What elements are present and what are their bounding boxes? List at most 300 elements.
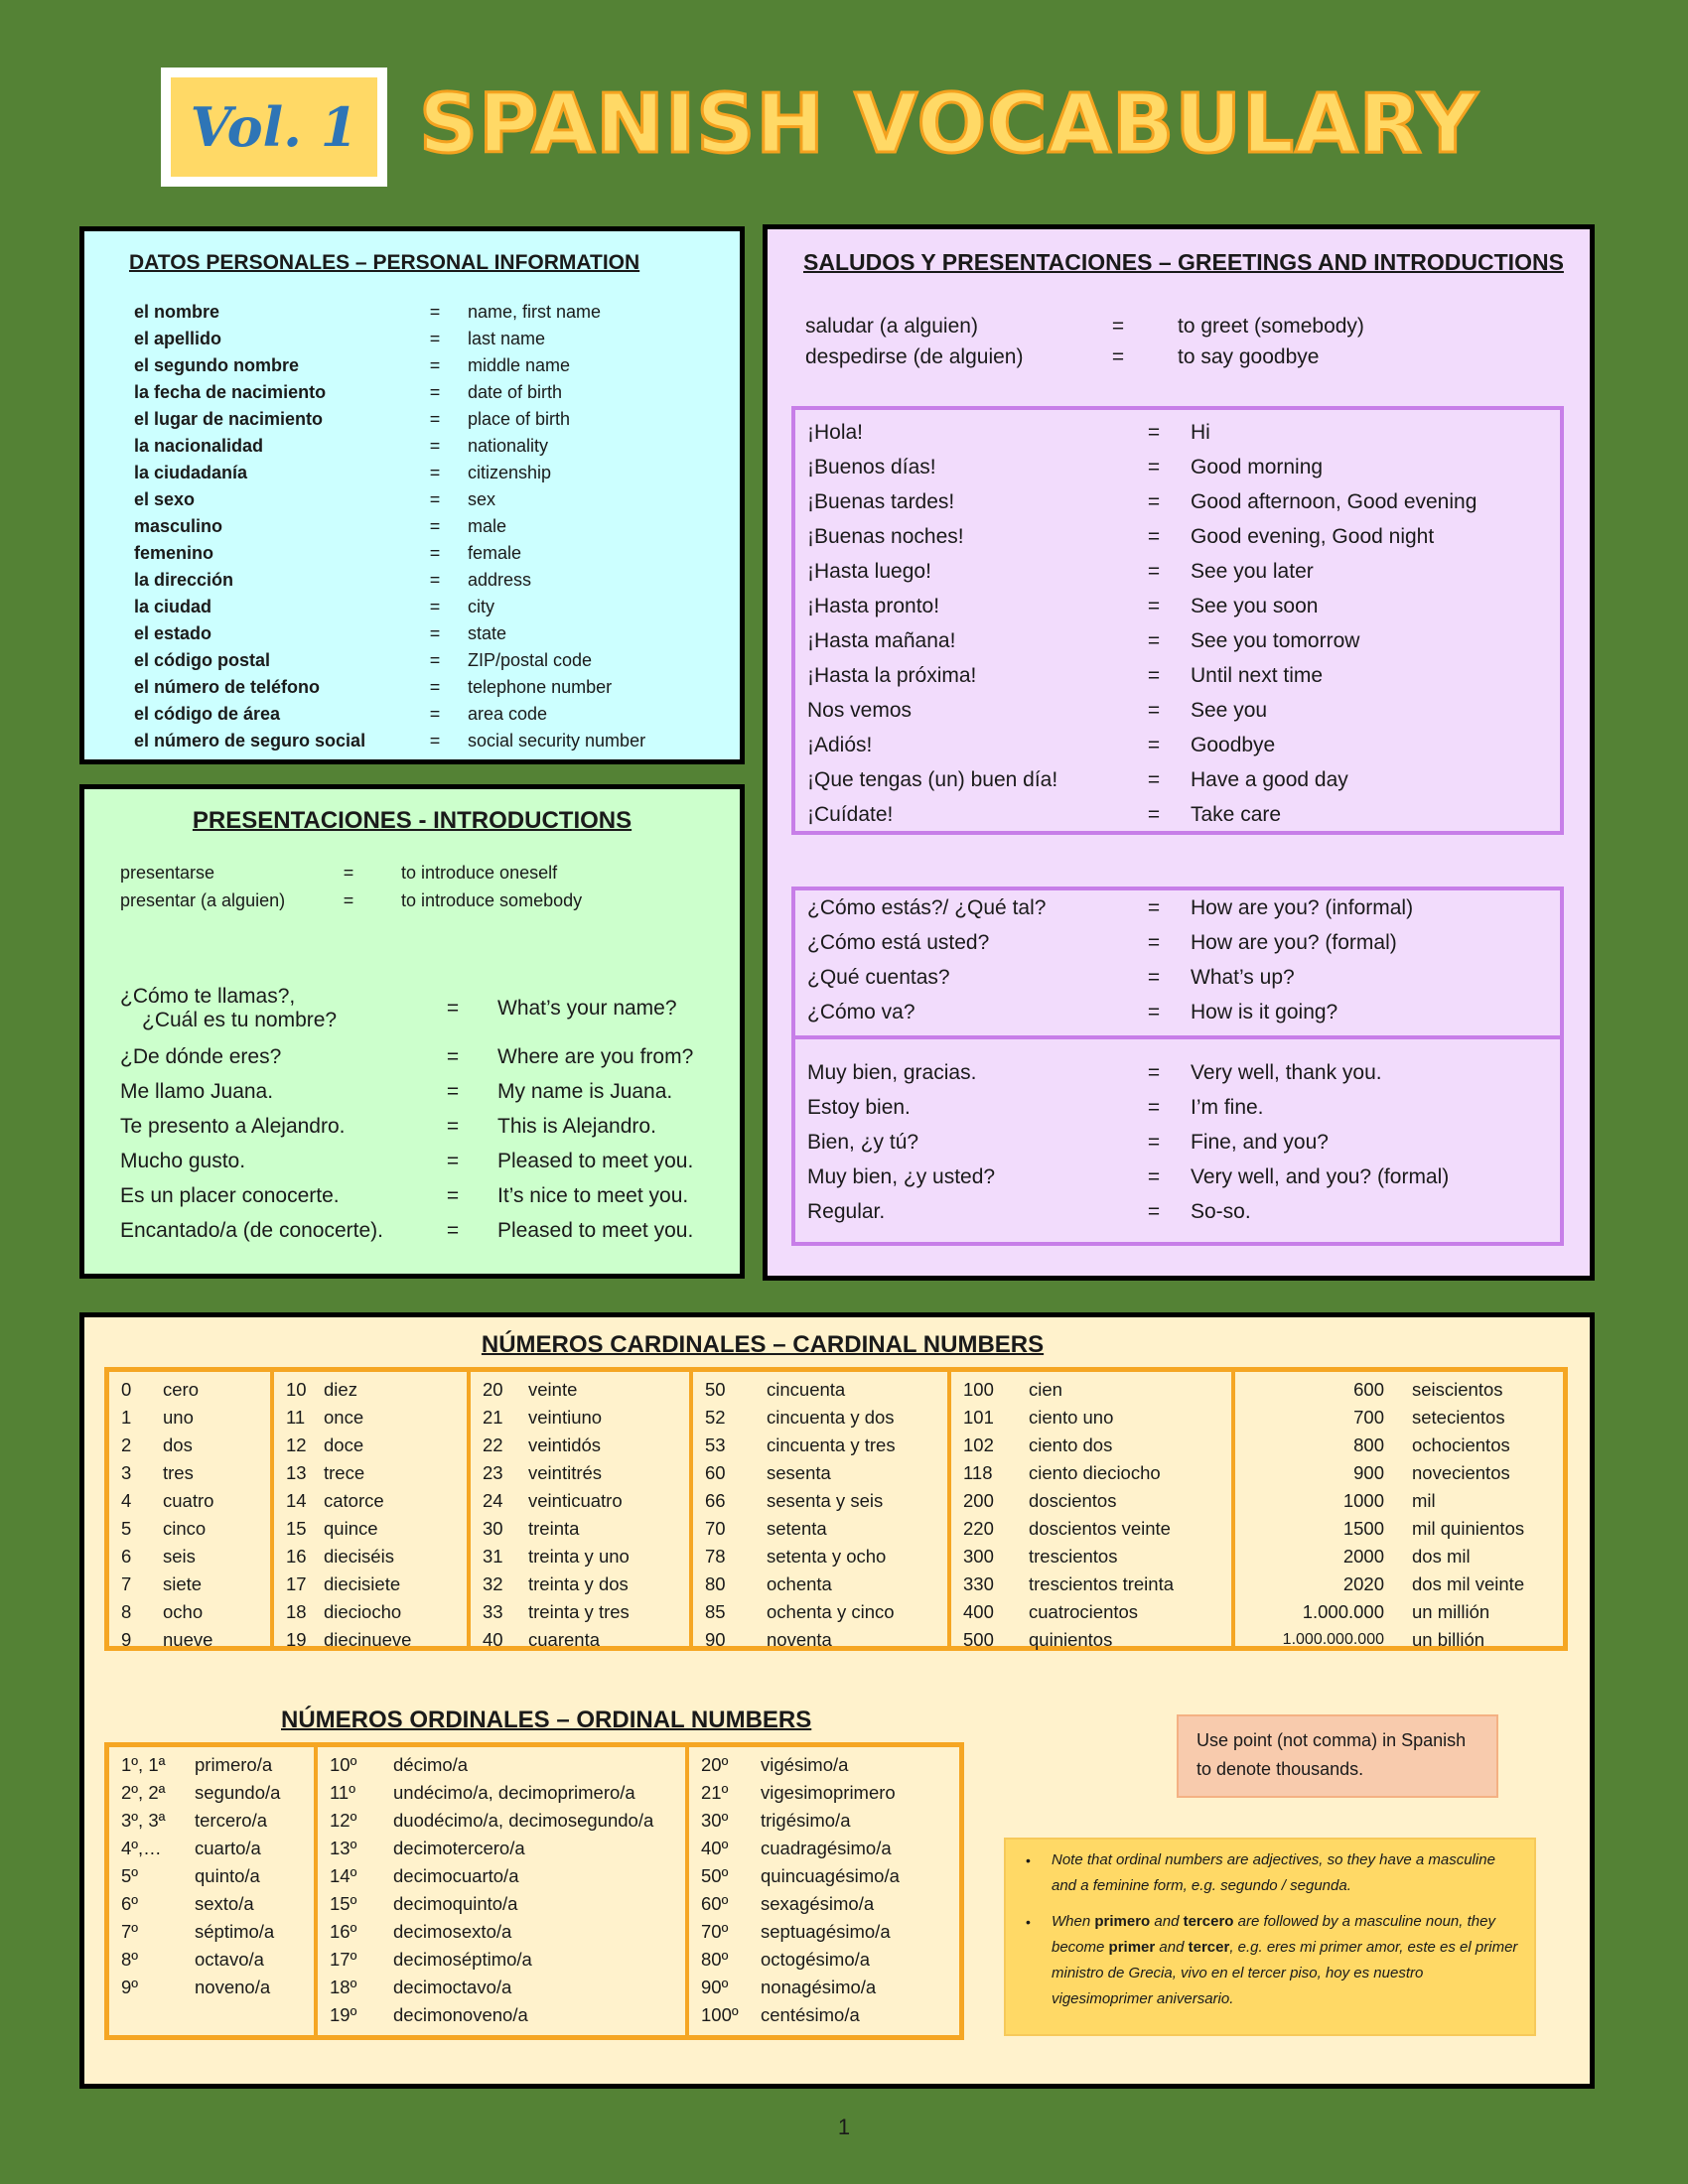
equals-sign: = (1147, 733, 1161, 756)
equals-sign: = (1147, 628, 1161, 652)
term-es: ¡Hasta luego! (807, 559, 931, 583)
number-column (1235, 1372, 1563, 1650)
number-word: ochocientos (1412, 1434, 1510, 1455)
note-text: When primero and tercero are followed by a masculine noun, they become primer and tercer, e.g. eres mi primer amor, este es el primer ministro de Grecia, vivo en el tercer piso, hoy es nuestro vigesimoprimer aniversario. (1052, 1913, 1518, 2007)
term-es: Muy bien, gracias. (807, 1060, 977, 1084)
number-word: cuatrocientos (1029, 1601, 1139, 1622)
table-row (109, 1459, 270, 1487)
number-word: vigesimoprimero (761, 1782, 896, 1803)
volume-label: Vol. 1 (171, 77, 377, 177)
table-row (109, 1376, 270, 1404)
number: 40º (701, 1838, 729, 1858)
number-word: un billión (1412, 1629, 1485, 1650)
term-en: Pleased to meet you. (497, 1149, 694, 1172)
number-word: veintidós (528, 1434, 602, 1455)
table-row (274, 1487, 467, 1515)
number: 9º (121, 1977, 139, 1997)
term-en: state (468, 623, 507, 643)
number-word: dieciséis (324, 1546, 394, 1567)
number-column (693, 1372, 951, 1650)
equals-sign: = (429, 409, 441, 429)
term-en: telephone number (468, 677, 613, 697)
term-es: el estado (134, 623, 212, 643)
number-word: trescientos (1029, 1546, 1118, 1567)
term-es: ¡Adiós! (807, 733, 873, 756)
introductions-title: PRESENTACIONES - INTRODUCTIONS (192, 807, 633, 834)
term-es: Muy bien, ¿y usted? (807, 1164, 996, 1188)
term-es: el lugar de nacimiento (134, 409, 324, 429)
number: 14º (330, 1865, 357, 1886)
table-row (471, 1515, 689, 1543)
number: 102 (963, 1434, 994, 1455)
term-en: Good evening, Good night (1191, 524, 1435, 548)
number-word: trigésimo/a (761, 1810, 851, 1831)
table-row (318, 1946, 685, 1974)
number: 7º (121, 1921, 139, 1942)
introductions-phrases (120, 978, 693, 1248)
term-es: el sexo (134, 489, 196, 509)
phrase-es: ¿Cómo te llamas?, (120, 985, 296, 1008)
number-word: decimoséptimo/a (393, 1949, 532, 1970)
number: 2000 (1342, 1546, 1384, 1567)
number: 53 (705, 1434, 726, 1455)
term-es: ¡Buenas noches! (807, 524, 964, 548)
table-row (109, 1918, 314, 1946)
table-row (1235, 1376, 1563, 1404)
number: 60 (705, 1462, 726, 1483)
term-es: ¿Qué cuentas? (807, 965, 950, 989)
number-word: noventa (767, 1629, 832, 1650)
term-es: Encantado/a (de conocerte). (120, 1218, 384, 1242)
number-word: dieciocho (324, 1601, 402, 1622)
list-item (134, 486, 645, 513)
table-row (689, 1918, 959, 1946)
ordinal-notes (1004, 1838, 1536, 2036)
equals-sign: = (1147, 559, 1161, 583)
number-word: dos mil veinte (1412, 1573, 1525, 1594)
term-es: presentar (a alguien) (120, 889, 286, 910)
list-item (795, 797, 1560, 832)
number-word: catorce (324, 1490, 384, 1511)
term-es: ¡Que tengas (un) buen día! (807, 767, 1058, 791)
number: 12º (330, 1810, 357, 1831)
term-en: Very well, and you? (formal) (1191, 1164, 1450, 1188)
table-row (318, 1835, 685, 1862)
list-item (134, 326, 645, 352)
term-en: name, first name (468, 302, 602, 322)
term-es: saludar (a alguien) (805, 314, 978, 338)
equals-sign: = (429, 489, 441, 509)
list-item (134, 674, 645, 701)
table-row (689, 2001, 959, 2029)
number: 600 (1353, 1379, 1384, 1400)
how-are-you-questions (795, 890, 1560, 1029)
term-es: masculino (134, 516, 223, 536)
equals-sign: = (446, 1114, 460, 1138)
table-row (693, 1376, 947, 1404)
equals-sign: = (429, 355, 441, 375)
table-row (318, 1974, 685, 2001)
equals-sign: = (1147, 1199, 1161, 1223)
equals-sign: = (1111, 314, 1125, 338)
term-en: My name is Juana. (497, 1079, 673, 1103)
number-column (689, 1747, 959, 2035)
number: 400 (963, 1601, 994, 1622)
equals-sign: = (429, 597, 441, 616)
table-row (693, 1626, 947, 1654)
number-word: octavo/a (195, 1949, 264, 1970)
term-en: See you soon (1191, 594, 1319, 617)
number: 1º, 1ª (121, 1754, 166, 1775)
list-item (795, 1194, 1560, 1229)
list-item (134, 460, 645, 486)
number-word: veinte (528, 1379, 578, 1400)
equals-sign: = (429, 623, 441, 643)
table-row (109, 1862, 314, 1890)
table-row (471, 1432, 689, 1459)
number-word: setenta (767, 1518, 827, 1539)
term-es: despedirse (de alguien) (805, 344, 1024, 368)
table-row (689, 1862, 959, 1890)
personal-info-list (134, 299, 645, 754)
number-word: septuagésimo/a (761, 1921, 891, 1942)
number: 300 (963, 1546, 994, 1567)
term-es: Estoy bien. (807, 1095, 911, 1119)
list-item (120, 859, 582, 887)
table-row (274, 1543, 467, 1570)
number-word: diecinueve (324, 1629, 412, 1650)
table-row (1235, 1598, 1563, 1626)
number-word: ciento dieciocho (1029, 1462, 1161, 1483)
greetings-panel (763, 224, 1595, 1281)
equals-sign: = (429, 570, 441, 590)
table-row (471, 1626, 689, 1654)
number: 20 (483, 1379, 503, 1400)
table-row (109, 1515, 270, 1543)
number: 85 (705, 1601, 726, 1622)
number: 2020 (1342, 1573, 1384, 1594)
list-item (134, 594, 645, 620)
number-word: centésimo/a (761, 2004, 860, 2025)
number: 10 (286, 1379, 307, 1400)
table-row (274, 1404, 467, 1432)
number: 0 (121, 1379, 132, 1400)
term-es: ¿Cómo está usted? (807, 930, 990, 954)
number: 22 (483, 1434, 503, 1455)
number-word: treinta y tres (528, 1601, 630, 1622)
number-word: decimonoveno/a (393, 2004, 528, 2025)
table-row (689, 1779, 959, 1807)
ordinal-title: NÚMEROS ORDINALES – ORDINAL NUMBERS (281, 1706, 812, 1733)
number-word: quinientos (1029, 1629, 1113, 1650)
term-en: Until next time (1191, 663, 1324, 687)
term-en: I’m fine. (1191, 1095, 1264, 1119)
term-es: ¡Hasta la próxima! (807, 663, 977, 687)
number-word: un millión (1412, 1601, 1490, 1622)
number: 24 (483, 1490, 503, 1511)
table-row (689, 1974, 959, 2001)
equals-sign: = (1147, 930, 1161, 954)
number-word: nueve (163, 1629, 213, 1650)
table-row (951, 1487, 1231, 1515)
number-word: vigésimo/a (761, 1754, 849, 1775)
list-item (795, 925, 1560, 960)
equals-sign: = (1147, 1060, 1161, 1084)
number-word: decimotercero/a (393, 1838, 525, 1858)
bullet-icon: • (1026, 1852, 1031, 1868)
number: 200 (963, 1490, 994, 1511)
list-item (795, 1090, 1560, 1125)
number: 30º (701, 1810, 729, 1831)
term-en: It’s nice to meet you. (497, 1183, 689, 1207)
number-column (951, 1372, 1235, 1650)
table-row (1235, 1543, 1563, 1570)
number-word: cien (1029, 1379, 1062, 1400)
table-row (471, 1376, 689, 1404)
equals-sign: = (1147, 1130, 1161, 1154)
term-es: Mucho gusto. (120, 1149, 246, 1172)
number-word: setecientos (1412, 1407, 1505, 1428)
term-en: See you later (1191, 559, 1314, 583)
number: 3 (121, 1462, 132, 1483)
number-word: cuarenta (528, 1629, 600, 1650)
number-word: decimosexto/a (393, 1921, 512, 1942)
number: 4º,… (121, 1838, 162, 1858)
term-en: What’s up? (1191, 965, 1295, 989)
table-row (951, 1404, 1231, 1432)
term-es: el número de teléfono (134, 677, 321, 697)
term-en: place of birth (468, 409, 571, 429)
list-item (795, 693, 1560, 728)
term-es: el código de área (134, 704, 281, 724)
list-item (120, 1213, 693, 1248)
equals-sign: = (446, 1079, 460, 1103)
term-es: ¡Cuídate! (807, 802, 894, 826)
number-word: ciento dos (1029, 1434, 1113, 1455)
number: 9 (121, 1629, 132, 1650)
table-row (693, 1432, 947, 1459)
number-word: primero/a (195, 1754, 273, 1775)
equals-sign: = (429, 436, 441, 456)
bullet-icon: • (1026, 1914, 1031, 1930)
number: 8 (121, 1601, 132, 1622)
number-word: veintitrés (528, 1462, 603, 1483)
list-item (120, 1074, 693, 1109)
equals-sign: = (1147, 489, 1161, 513)
number-word: doscientos veinte (1029, 1518, 1171, 1539)
table-row (1235, 1570, 1563, 1598)
table-row (471, 1543, 689, 1570)
table-row (693, 1543, 947, 1570)
number-word: sesenta y seis (767, 1490, 884, 1511)
table-row (318, 1890, 685, 1918)
equals-sign: = (1147, 698, 1161, 722)
table-row (109, 1487, 270, 1515)
number-column (274, 1372, 471, 1650)
greetings-verbs (805, 311, 1364, 372)
number-word: once (324, 1407, 364, 1428)
equals-sign: = (446, 1183, 460, 1207)
table-row (1235, 1626, 1563, 1654)
number: 90º (701, 1977, 729, 1997)
number-word: undécimo/a, decimoprimero/a (393, 1782, 635, 1803)
number-word: duodécimo/a, decimosegundo/a (393, 1810, 654, 1831)
equals-sign: = (429, 516, 441, 536)
number-word: sexto/a (195, 1893, 254, 1914)
greetings-box (791, 406, 1564, 835)
term-en: social security number (468, 731, 646, 751)
number-word: diecisiete (324, 1573, 401, 1594)
number: 33 (483, 1601, 503, 1622)
equals-sign: = (446, 1149, 460, 1172)
list-item (134, 647, 645, 674)
introductions-panel (79, 784, 745, 1279)
table-row (689, 1751, 959, 1779)
number-word: siete (163, 1573, 203, 1594)
term-es: ¿De dónde eres? (120, 1044, 282, 1068)
table-row (693, 1570, 947, 1598)
term-en: How are you? (formal) (1191, 930, 1397, 954)
divider (795, 1035, 1560, 1039)
list-item (795, 415, 1560, 450)
number-word: décimo/a (393, 1754, 469, 1775)
greetings-title: SALUDOS Y PRESENTACIONES – GREETINGS AND INTRODUCTIONS (803, 249, 1564, 275)
table-row (318, 1918, 685, 1946)
term-en: date of birth (468, 382, 563, 402)
number: 5 (121, 1518, 132, 1539)
list-item (795, 728, 1560, 762)
number: 4 (121, 1490, 132, 1511)
list-item (795, 623, 1560, 658)
number: 70 (705, 1518, 726, 1539)
table-row (951, 1626, 1231, 1654)
number-word: setenta y ocho (767, 1546, 887, 1567)
list-item (795, 960, 1560, 995)
number-word: cincuenta y tres (767, 1434, 896, 1455)
number: 18 (286, 1601, 307, 1622)
equals-sign: = (429, 302, 441, 322)
number: 100º (701, 2004, 739, 2025)
list-item (134, 406, 645, 433)
number: 21º (701, 1782, 729, 1803)
term-es: ¡Hasta mañana! (807, 628, 956, 652)
number-word: segundo/a (195, 1782, 281, 1803)
list-item (795, 1055, 1560, 1090)
number-column (109, 1747, 318, 2035)
number-word: sesenta (767, 1462, 831, 1483)
number: 14 (286, 1490, 307, 1511)
number-word: tres (163, 1462, 194, 1483)
number: 220 (963, 1518, 994, 1539)
equals-sign: = (1147, 663, 1161, 687)
number: 500 (963, 1629, 994, 1650)
number: 1.000.000.000 (1282, 1631, 1384, 1648)
equals-sign: = (446, 997, 460, 1020)
number: 330 (963, 1573, 994, 1594)
equals-sign: = (1147, 1000, 1161, 1024)
number-word: doce (324, 1434, 364, 1455)
equals-sign: = (429, 677, 441, 697)
table-row (109, 1404, 270, 1432)
number: 90 (705, 1629, 726, 1650)
list-item (134, 299, 645, 326)
table-row (951, 1376, 1231, 1404)
table-row (1235, 1459, 1563, 1487)
term-en: middle name (468, 355, 571, 375)
number: 50º (701, 1865, 729, 1886)
number: 900 (1353, 1462, 1384, 1483)
number-word: tercero/a (195, 1810, 268, 1831)
list-item (120, 978, 693, 1039)
list-item (1026, 1847, 1518, 1899)
term-en: nationality (468, 436, 549, 456)
list-item (120, 887, 582, 914)
number-column (318, 1747, 689, 2035)
term-en: Good morning (1191, 455, 1324, 478)
table-row (109, 1974, 314, 2001)
table-row (274, 1459, 467, 1487)
table-row (274, 1432, 467, 1459)
number-column (471, 1372, 693, 1650)
equals-sign: = (429, 650, 441, 670)
list-item (134, 567, 645, 594)
term-es: ¡Hasta pronto! (807, 594, 940, 617)
equals-sign: = (1147, 420, 1161, 444)
number: 1.000.000 (1302, 1601, 1384, 1622)
number-word: cuarto/a (195, 1838, 261, 1858)
term-es: ¡Hola! (807, 420, 864, 444)
term-es: el número de seguro social (134, 731, 366, 751)
list-item (134, 379, 645, 406)
equals-sign: = (1147, 594, 1161, 617)
table-row (693, 1515, 947, 1543)
number: 5º (121, 1865, 139, 1886)
number: 12 (286, 1434, 307, 1455)
list-item (805, 311, 1364, 341)
table-row (109, 1946, 314, 1974)
term-es: femenino (134, 543, 214, 563)
number-word: quinto/a (195, 1865, 260, 1886)
list-item (795, 762, 1560, 797)
number-word: seis (163, 1546, 196, 1567)
phrase-es: ¿Cuál es tu nombre? (142, 1009, 338, 1031)
table-row (318, 1751, 685, 1779)
term-en: area code (468, 704, 548, 724)
table-row (109, 1598, 270, 1626)
term-es: la fecha de nacimiento (134, 382, 327, 402)
equals-sign: = (1111, 344, 1125, 368)
table-row (318, 1807, 685, 1835)
list-item (120, 1178, 693, 1213)
number: 6 (121, 1546, 132, 1567)
equals-sign: = (429, 731, 441, 751)
number: 19 (286, 1629, 307, 1650)
term-en: Good afternoon, Good evening (1191, 489, 1477, 513)
table-row (109, 1626, 270, 1654)
number-word: veinticuatro (528, 1490, 623, 1511)
term-es: Nos vemos (807, 698, 913, 722)
number-word: ocho (163, 1601, 204, 1622)
equals-sign: = (1147, 1164, 1161, 1188)
number: 13 (286, 1462, 307, 1483)
table-row (109, 1835, 314, 1862)
table-row (471, 1598, 689, 1626)
list-item (134, 352, 645, 379)
number-word: quince (324, 1518, 378, 1539)
number-word: cero (163, 1379, 199, 1400)
number: 2 (121, 1434, 132, 1455)
table-row (951, 1598, 1231, 1626)
